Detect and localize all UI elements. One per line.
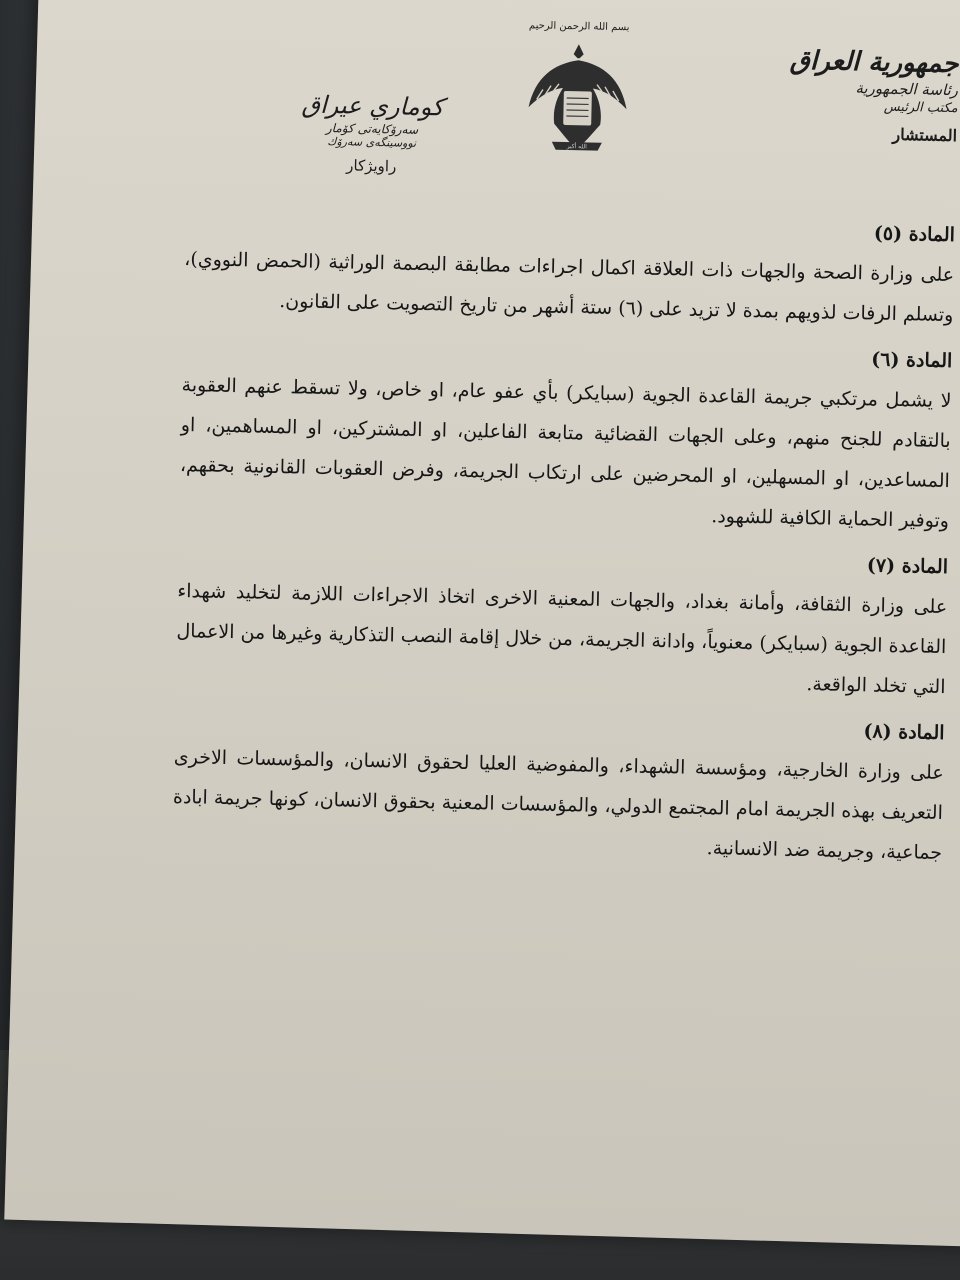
letterhead-country: جمهورية العراق: [789, 45, 959, 80]
article-7-title: المادة (٧): [866, 554, 949, 579]
letterhead-kurdish-country: كوماري عيراق: [301, 90, 444, 122]
letterhead-arabic: [757, 45, 959, 145]
document-body: [172, 193, 956, 873]
article-5-text: على وزارة الصحة والجهات ذات العلاقة اكمال اجراءات مطابقة البصمة الوراثية (الحمض النووي)، وتسلم الرفات لذويهم بمدة لا تزيد على (٦) ستة أشهر من تاريخ التصويت على القانون.: [184, 248, 955, 327]
article-5-title: المادة (٥): [873, 222, 956, 247]
letterhead-kurdish-presidency: سەرۆكايەتی كۆمار: [325, 120, 419, 137]
article-8-text: على وزارة الخارجية، ومؤسسة الشهداء، والمفوضية العليا لحقوق الانسان، والمؤسسات الاخرى التعريف بهذه الجريمة امام المجتمع الدولي، والمؤسسات المعنية بحقوق الانسان، كونها جريمة ابادة جماعية، وجريمة ضد الانسانية.: [172, 745, 944, 865]
article-6-title: المادة (٦): [871, 348, 953, 373]
iraq-eagle-emblem-icon: [522, 37, 634, 159]
letterhead-title: المستشار: [892, 124, 958, 146]
letterhead-kurdish-office: نووسینگەی سەرۆك: [327, 135, 417, 150]
letterhead-kurdish: [261, 90, 483, 178]
letterhead: [36, 0, 960, 210]
document-content: [15, 0, 960, 1180]
article-6-text: لا يشمل مرتكبي جريمة القاعدة الجوية (سبايكر) بأي عفو عام، او خاص، ولا تسقط عنهم العقوبة بالتقادم للجنح منهم، وعلى الجهات القضائية متابعة الفاعلين، او المشتركين، او المساهمين، او المساعدين، او المسهلين، او المحرضين على ارتكاب الجريمة، وفرض العقوبات القانونية بحقهم، وتوفير الحماية الكافية للشهود.: [179, 374, 952, 533]
article-7-text: على وزارة الثقافة، وأمانة بغداد، والجهات المعنية الاخرى اتخاذ الاجراءات اللازمة لتخليد شهداء القاعدة الجوية (سبايكر) معنوياً، وادانة الجريمة، من خلال إقامة النصب التذكارية وغيرها من الاعمال التي تخلد الواقعة.: [176, 579, 948, 699]
basmala-text: بسم الله الرحمن الرحيم: [528, 20, 630, 34]
letterhead-presidency: رئاسة الجمهورية: [855, 79, 959, 100]
emblem-script-text: الله أكبر: [566, 143, 587, 151]
letterhead-kurdish-title: راويژكار: [346, 156, 397, 176]
article-8-title: المادة (٨): [863, 720, 945, 745]
letterhead-emblem-block: [507, 20, 650, 160]
letterhead-office: مكتب الرئيس: [883, 99, 958, 117]
